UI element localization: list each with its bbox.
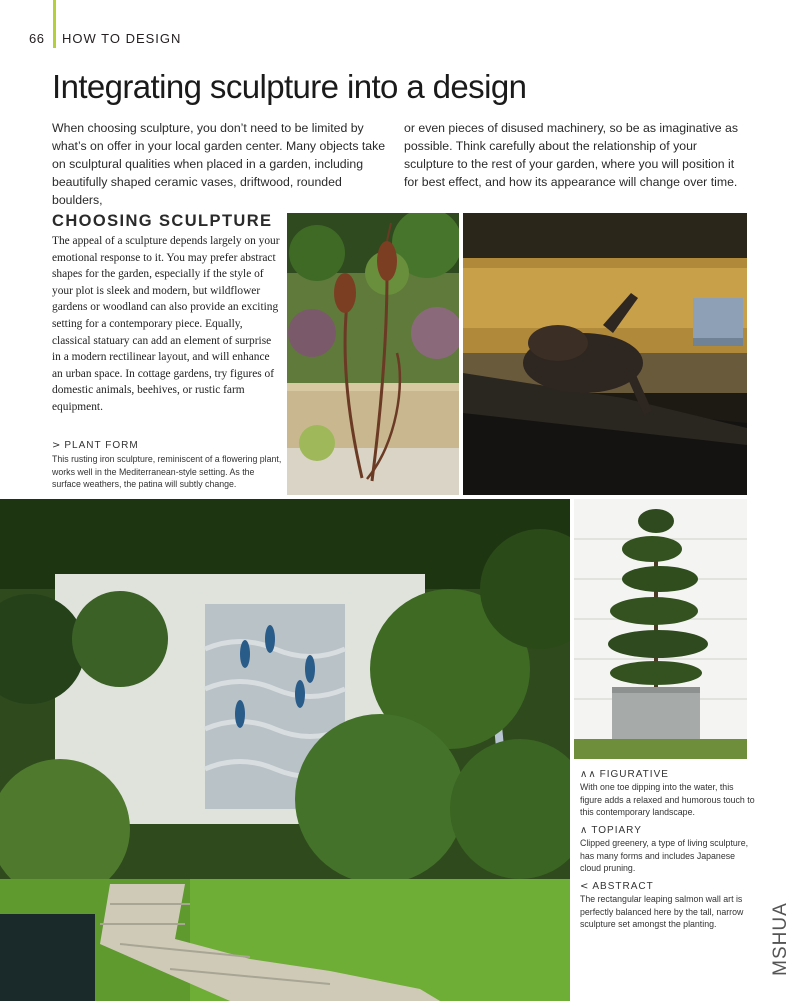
caption-plant-form-heading xyxy=(52,440,282,451)
intro-left-column: When choosing sculpture, you don’t need to be limited by what’s on offer in your local garden center. Many objects take on sculptural qualities when placed in a garden, including beautifully shaped ceramic vases, driftwood, rounded boulders, xyxy=(52,121,386,207)
caption-abstract-text: The rectangular leaping salmon wall art is perfectly balanced here by the tall, narrow sculpture set amongst the planting. xyxy=(580,894,744,930)
caption-plant-form xyxy=(52,440,282,491)
photo-figurative xyxy=(463,213,747,495)
photo-topiary xyxy=(574,499,747,759)
photo-credit xyxy=(766,884,796,994)
choosing-sculpture-heading: CHOOSING SCULPTURE xyxy=(52,212,273,230)
arrow-right-icon: > xyxy=(52,440,62,451)
caption-abstract xyxy=(580,881,755,931)
arrow-up-double-icon: ∧∧ xyxy=(580,769,597,780)
page-number: 66 xyxy=(29,31,45,46)
photo-abstract xyxy=(0,499,570,1001)
caption-figurative xyxy=(580,769,755,819)
section-title: HOW TO DESIGN xyxy=(62,31,182,46)
caption-plant-form-title: PLANT FORM xyxy=(64,440,139,451)
intro-right-column: or even pieces of disused machinery, so be as imaginative as possible. Think carefully about the relationship of your sculpture to the rest of your garden, where you will position it for best effect, and how its appearance will change over time. xyxy=(404,121,739,189)
caption-figurative-title: FIGURATIVE xyxy=(599,769,669,780)
article-title: Integrating sculpture into a design xyxy=(52,68,527,105)
caption-figurative-heading xyxy=(580,769,755,780)
caption-figurative-text: With one toe dipping into the water, this figure adds a relaxed and humorous touch to this contemporary landscape. xyxy=(580,782,755,818)
caption-abstract-heading xyxy=(580,881,755,892)
caption-topiary-title: TOPIARY xyxy=(591,825,642,836)
arrow-left-icon: < xyxy=(580,881,590,892)
caption-topiary xyxy=(580,825,755,875)
caption-plant-form-text: This rusting iron sculpture, reminiscent of a flowering plant, works well in the Mediterranean-style setting. As the surface weathers, the patina will subtly change. xyxy=(52,454,282,490)
choosing-sculpture-body: The appeal of a sculpture depends largely on your emotional response to it. You may prefer abstract shapes for the garden, especially if the style of your plot is sleek and modern, but wildflower gardens or woodland can also provide an exciting setting for a contemporary piece. Equally, classical statuary can add an element of surprise in a modern rectilinear layout, and will enhance an urban space. In cottage gardens, try figures of domestic animals, beehives, or rustic farm equipment. xyxy=(52,235,280,413)
photo-plant-form xyxy=(287,213,459,495)
header-accent-rule xyxy=(53,0,56,48)
arrow-up-icon: ∧ xyxy=(580,825,589,836)
caption-topiary-heading xyxy=(580,825,755,836)
caption-abstract-title: ABSTRACT xyxy=(592,881,654,892)
caption-topiary-text: Clipped greenery, a type of living sculpture, has many forms and includes Japanese cloud pruning. xyxy=(580,838,749,874)
photo-credit-text: MSHUA xyxy=(770,902,791,976)
